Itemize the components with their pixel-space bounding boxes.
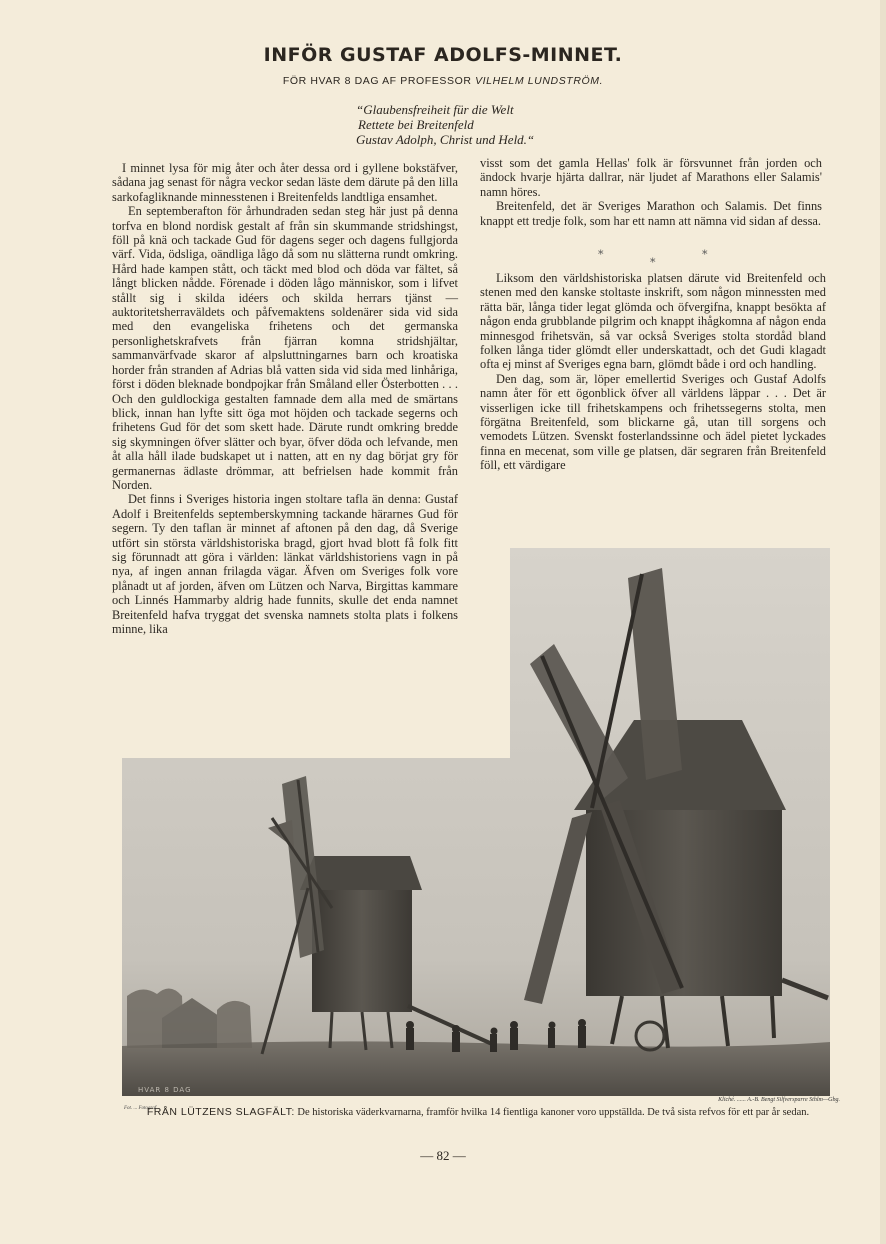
photo-ground [122,1041,830,1096]
paragraph: I minnet lysa för mig åter och åter dessa ord i gyllene bokstäfver, sådana jag senast för några veckor sedan läste dem därute på den lilla sarkofagliknande minnesstenen i Breitenfelds landtliga ensamhet. [112,161,458,204]
paragraph: visst som det gamla Hellas' folk är försvunnet från jorden och ändock hvarje hjärta dallrar, när ljudet af Marathons eller Salamis' namn höres. [480,156,822,199]
paragraph: Den dag, som är, löper emellertid Sveriges och Gustaf Adolfs namn åter för ett ögonblick öfver all världens läppar . . . Det är visserligen icke till frihetskampens och frihetssegerns stolta, men förgätna Breitenfeld, som blickarne gå, utan till sorgens och vemodets Lützen. Svenskt fosterlandssinne och ädel pietet lyckades finna en mecenat, som ville ge platsen, där segraren från Breitenfeld föll, ett värdigare [480,371,826,473]
byline-prefix: FÖR HVAR 8 DAG AF PROFESSOR [282,75,476,87]
photo-watermark: HVAR 8 DAG [138,1086,192,1094]
photo-credit: Kliché. ...... A.-B. Bengt Silfversparre Sthlm—Gbg. [718,1097,840,1103]
section-separator [480,248,826,270]
paragraph: En septemberafton för århundraden sedan steg här just på denna torfva en blond nordisk gestalt af från sin skummande stridshingst, föll på knä och tackade Gud för dagens seger och dagens fullgjorda värf. Vida, ödsliga, oändliga lågo då som nu slätterna rundt omkring. Hård hade kampen stått, och täckt med blod och döda var fältet, så långt blicken nådde. Förenade i döden lågo människor, som i lifvet stållt sig i skilda idéers och skilda herrars tjänst — auktoritetsherraväldets och påfvemaktens soldenärer sida vid sida med den evangeliska frihetens och det germanska personlighetskrafvets från fjärran komna stridshjältar, sammanvärfvade skaror af alpsluttningarnes barn och kroatiska horder från stranden af Adrias blå vatten sida vid sida med linhåriga, först i döden bleknade bondpojkar från Småland eller Österbotten . . . Och den guldlockiga gestalten famnade dem alla med de smärtans blick, innan han lyfte sitt öga mot höjden och tackade segerns och frihetens Gud för det som skett hade. Därute rundt omkring bredde sig skymningen öfver slätter och byar, öfver döda och lefvande, men åt alla håll ilade budskapet ut i natten, att en ny dag börjat gry för germanernas ädlaste drömmar, att befrielsen hade kommit från Norden. [112,204,458,492]
page-edge [880,0,886,1244]
right-column-bottom [480,271,826,473]
paragraph: Liksom den världshistoriska platsen därute vid Breitenfeld och stenen med den kanske stoltaste inskrift, som någon minnessten med rätta bär, långa tider legat glömda och öfvergifna, knappt besökta af någon enda grubblande pilgrim och knappt ihågkomna af någon enda minnesgod frihetsvän, så var också Sveriges stolta stordåd bland folken långa tider glömdt eller underskattadt, och det Gudi klagadt ofta ej minst af Sveriges egna barn, glömdt både i ord och handling. [480,271,826,372]
epigraph-line: “Glaubensfreiheit für die Welt [356,102,514,117]
caption-text: De historiska väderkvarnarna, framför hvilka 14 fientliga kanoner voro uppställda. De två sista refvos för ett par år sedan. [294,1107,810,1118]
separator-star: * [702,248,708,261]
windmill-photograph [122,548,830,1096]
epigraph [356,102,676,147]
page-number: — 82 — [420,1148,466,1163]
photographer-mark: Fot. ... Fotograf [124,1106,157,1111]
article-byline [0,75,886,87]
article-title: INFÖR GUSTAF ADOLFS-MINNET. [263,44,623,66]
byline-author: VILHELM LUNDSTRÖM. [475,75,604,87]
separator-star: * [650,256,656,269]
separator-star: * [598,248,604,261]
epigraph-line: Gustav Adolph, Christ und Held.“ [356,132,535,147]
paragraph: Det finns i Sveriges historia ingen stoltare tafla än denna: Gustaf Adolf i Breitenfelds septemberskymning tackande härarnes Gud för segern. Ty den taflan är minnet af aftonen på den dag, då Sverige utfört sin största världshistoriska bragd, gjort hvad blott få folk fitt sig förunnadt att göra i världen: länkat världshistoriens vagn in på nya, af ingen annan frilagda vägar. Äfven om Sveriges folk vore plånadt ut af jorden, äfven om Lützen och Narva, Birgittas kammare och Linnés Hammarby aldrig hade funnits, skulle det enda namnet Breitenfeld hafva tryggat det svenska namnets stolta plats i folkens minne, lika [112,492,458,636]
epigraph-line: Rettete bei Breitenfeld [358,117,474,132]
photo-caption [122,1106,834,1119]
paragraph: Breitenfeld, det är Sveriges Marathon och Salamis. Det finns knappt ett tredje folk, som har ett namn att nämna vid sidan af dessa. [480,199,822,228]
right-column-top [480,156,822,228]
caption-lead: FRÅN LÜTZENS SLAGFÄLT: [146,1106,295,1118]
windmills-illustration [122,548,830,1096]
